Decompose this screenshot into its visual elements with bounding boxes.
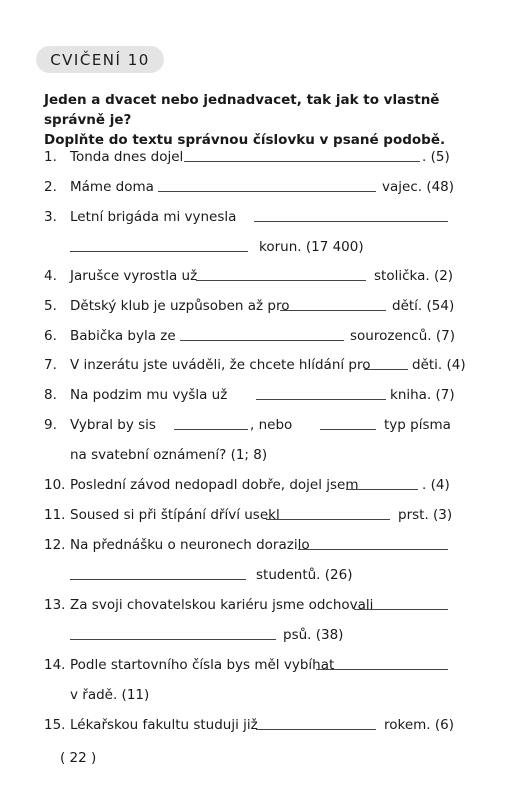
- exercise-item-3-continued: [0, 237, 520, 257]
- item-suffix: rokem. (6): [384, 717, 455, 733]
- item-text: Na podzim mu vyšla už: [70, 387, 228, 403]
- item-number: 6.: [44, 328, 57, 344]
- item-text: Babička byla ze: [70, 328, 176, 344]
- item-text: Podle startovního čísla bys měl vybíhat: [70, 657, 335, 673]
- item-suffix: v řadě. (11): [70, 687, 150, 703]
- exercise-item-14: [0, 655, 520, 675]
- exercise-item-9: [0, 415, 520, 435]
- exercise-item-11: [0, 505, 520, 525]
- answer-blank[interactable]: [298, 549, 448, 550]
- exercise-item-1: [0, 147, 520, 167]
- answer-blank[interactable]: [70, 251, 248, 252]
- item-text: Lékařskou fakultu studuji již: [70, 717, 258, 733]
- exercise-item-5: [0, 296, 520, 316]
- instruction-line-1: Jeden a dvacet nebo jednadvacet, tak jak to vlastně správně je?: [44, 92, 440, 128]
- item-number: 7.: [44, 357, 57, 373]
- exercise-item-3: [0, 207, 520, 227]
- item-suffix: dětí. (54): [392, 298, 455, 314]
- item-text: Tonda dnes dojel: [70, 149, 184, 165]
- item-text: V inzerátu jste uváděli, že chcete hlídání pro: [70, 357, 371, 373]
- item-text: Na přednášku o neuronech dorazilo: [70, 537, 310, 553]
- item-suffix: stolička. (2): [374, 268, 454, 284]
- item-number: 13.: [44, 597, 66, 613]
- exercise-item-8: [0, 385, 520, 405]
- item-number: 8.: [44, 387, 57, 403]
- item-suffix: . (4): [422, 477, 450, 493]
- item-text: Dětský klub je uzpůsoben až pro: [70, 298, 290, 314]
- item-number: 11.: [44, 507, 66, 523]
- answer-blank[interactable]: [316, 669, 448, 670]
- item-suffix: typ písma: [384, 417, 451, 433]
- item-suffix: kniha. (7): [390, 387, 455, 403]
- answer-blank[interactable]: [256, 399, 386, 400]
- exercise-item-4: [0, 266, 520, 286]
- item-text: Poslední závod nedopadl dobře, dojel jsem: [70, 477, 359, 493]
- page-number: ( 22 ): [60, 750, 97, 766]
- item-number: 1.: [44, 149, 57, 165]
- item-suffix: vajec. (48): [382, 179, 455, 195]
- exercise-item-13-continued: [0, 625, 520, 645]
- instructions: [44, 90, 484, 150]
- answer-blank[interactable]: [196, 280, 366, 281]
- exercise-item-7: [0, 355, 520, 375]
- answer-blank[interactable]: [180, 340, 344, 341]
- item-text: Jarušce vyrostla už: [70, 268, 198, 284]
- item-suffix: sourozenců. (7): [350, 328, 455, 344]
- instruction-line-2: Doplňte do textu správnou číslovku v psané podobě.: [44, 132, 446, 148]
- exercise-item-15: [0, 715, 520, 735]
- exercise-item-12-continued: [0, 565, 520, 585]
- item-suffix: korun. (17 400): [259, 239, 364, 255]
- answer-blank[interactable]: [70, 579, 246, 580]
- answer-blank[interactable]: [184, 161, 420, 162]
- answer-blank[interactable]: [174, 429, 248, 430]
- answer-blank[interactable]: [280, 310, 386, 311]
- item-middle: , nebo: [250, 417, 293, 433]
- exercise-item-13: [0, 595, 520, 615]
- exercise-item-14-continued: [0, 685, 520, 705]
- item-text: Vybral by sis: [70, 417, 156, 433]
- item-suffix: studentů. (26): [256, 567, 353, 583]
- item-number: 15.: [44, 717, 66, 733]
- item-continuation: na svatební oznámení? (1; 8): [70, 447, 268, 463]
- item-number: 3.: [44, 209, 57, 225]
- item-text: Máme doma: [70, 179, 154, 195]
- item-number: 12.: [44, 537, 66, 553]
- answer-blank[interactable]: [320, 429, 376, 430]
- item-number: 2.: [44, 179, 57, 195]
- exercise-item-6: [0, 326, 520, 346]
- exercise-item-9-continued: [0, 445, 520, 465]
- item-suffix: děti. (4): [412, 357, 466, 373]
- answer-blank[interactable]: [364, 369, 408, 370]
- item-suffix: psů. (38): [283, 627, 344, 643]
- answer-blank[interactable]: [158, 191, 376, 192]
- answer-blank[interactable]: [254, 221, 448, 222]
- item-text: Soused si při štípání dříví usekl: [70, 507, 280, 523]
- item-number: 5.: [44, 298, 57, 314]
- answer-blank[interactable]: [354, 609, 448, 610]
- exercise-item-10: [0, 475, 520, 495]
- item-number: 4.: [44, 268, 57, 284]
- item-text: Za svoji chovatelskou kariéru jsme odchovali: [70, 597, 374, 613]
- item-number: 9.: [44, 417, 57, 433]
- answer-blank[interactable]: [266, 519, 390, 520]
- item-number: 14.: [44, 657, 66, 673]
- exercise-item-12: [0, 535, 520, 555]
- item-text: Letní brigáda mi vynesla: [70, 209, 237, 225]
- answer-blank[interactable]: [256, 729, 376, 730]
- answer-blank[interactable]: [70, 639, 276, 640]
- item-suffix: . (5): [422, 149, 450, 165]
- item-number: 10.: [44, 477, 66, 493]
- item-suffix: prst. (3): [398, 507, 453, 523]
- answer-blank[interactable]: [346, 489, 418, 490]
- exercise-badge: CVIČENÍ 10: [36, 46, 164, 73]
- exercise-item-2: [0, 177, 520, 197]
